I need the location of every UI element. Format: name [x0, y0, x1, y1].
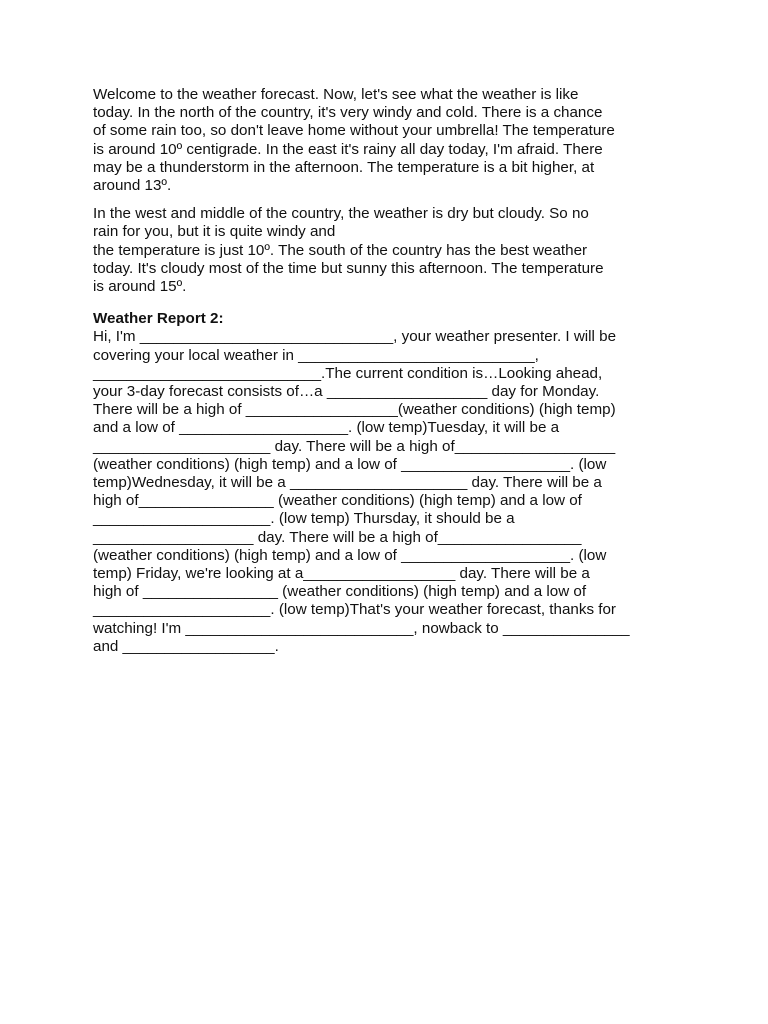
- report-line: temp)Wednesday, it will be a _____________________ day. There will be a: [93, 474, 602, 492]
- text-line: around 13º.: [93, 177, 172, 195]
- report-line: (weather conditions) (high temp) and a low of ____________________. (low: [93, 455, 607, 473]
- text-line: is around 10º centigrade. In the east it's rainy all day today, I'm afraid. There: [93, 140, 603, 158]
- text-line: the temperature is just 10º. The south of the country has the best weather: [93, 241, 588, 259]
- report-line: high of ________________ (weather conditions) (high temp) and a low of: [93, 583, 587, 601]
- report-line: high of________________ (weather conditions) (high temp) and a low of: [93, 492, 582, 510]
- report-heading: Weather Report 2:: [93, 310, 224, 328]
- text-line: today. In the north of the country, it's very windy and cold. There is a chance: [93, 104, 603, 122]
- report-line: temp) Friday, we're looking at a__________________ day. There will be a: [93, 565, 590, 583]
- report-line: covering your local weather in ____________________________,: [93, 346, 539, 364]
- text-line: rain for you, but it is quite windy and: [93, 223, 336, 241]
- report-line: _____________________. (low temp) Thursday, it should be a: [93, 510, 515, 528]
- text-line: Welcome to the weather forecast. Now, let's see what the weather is like: [93, 86, 579, 103]
- report-line: ___________________ day. There will be a high of_________________: [93, 528, 582, 546]
- report-line: _____________________. (low temp)That's your weather forecast, thanks for: [93, 601, 616, 619]
- report-template: [93, 328, 683, 656]
- report-line: watching! I'm ___________________________, nowback to _______________: [93, 619, 630, 637]
- report-line: and __________________.: [93, 637, 279, 655]
- report-line: ___________________________.The current condition is…Looking ahead,: [93, 364, 603, 382]
- document-page: [93, 86, 683, 656]
- text-line: may be a thunderstorm in the afternoon. The temperature is a bit higher, at: [93, 158, 595, 176]
- report-line: There will be a high of __________________(weather conditions) (high temp): [93, 401, 616, 419]
- text-line: In the west and middle of the country, the weather is dry but cloudy. So no: [93, 205, 589, 223]
- report-line: Hi, I'm ______________________________, your weather presenter. I will be: [93, 328, 617, 346]
- text-line: is around 15º.: [93, 278, 187, 296]
- report-line: your 3-day forecast consists of…a ___________________ day for Monday.: [93, 383, 600, 401]
- text-line: of some rain too, so don't leave home without your umbrella! The temperature: [93, 122, 615, 140]
- forecast-paragraph-2: [93, 205, 683, 296]
- report-line: and a low of ____________________. (low temp)Tuesday, it will be a: [93, 419, 560, 437]
- report-line: _____________________ day. There will be a high of___________________: [93, 437, 616, 455]
- report-line: (weather conditions) (high temp) and a low of ____________________. (low: [93, 546, 607, 564]
- forecast-paragraph-1: [93, 86, 683, 195]
- text-line: today. It's cloudy most of the time but sunny this afternoon. The temperature: [93, 259, 604, 277]
